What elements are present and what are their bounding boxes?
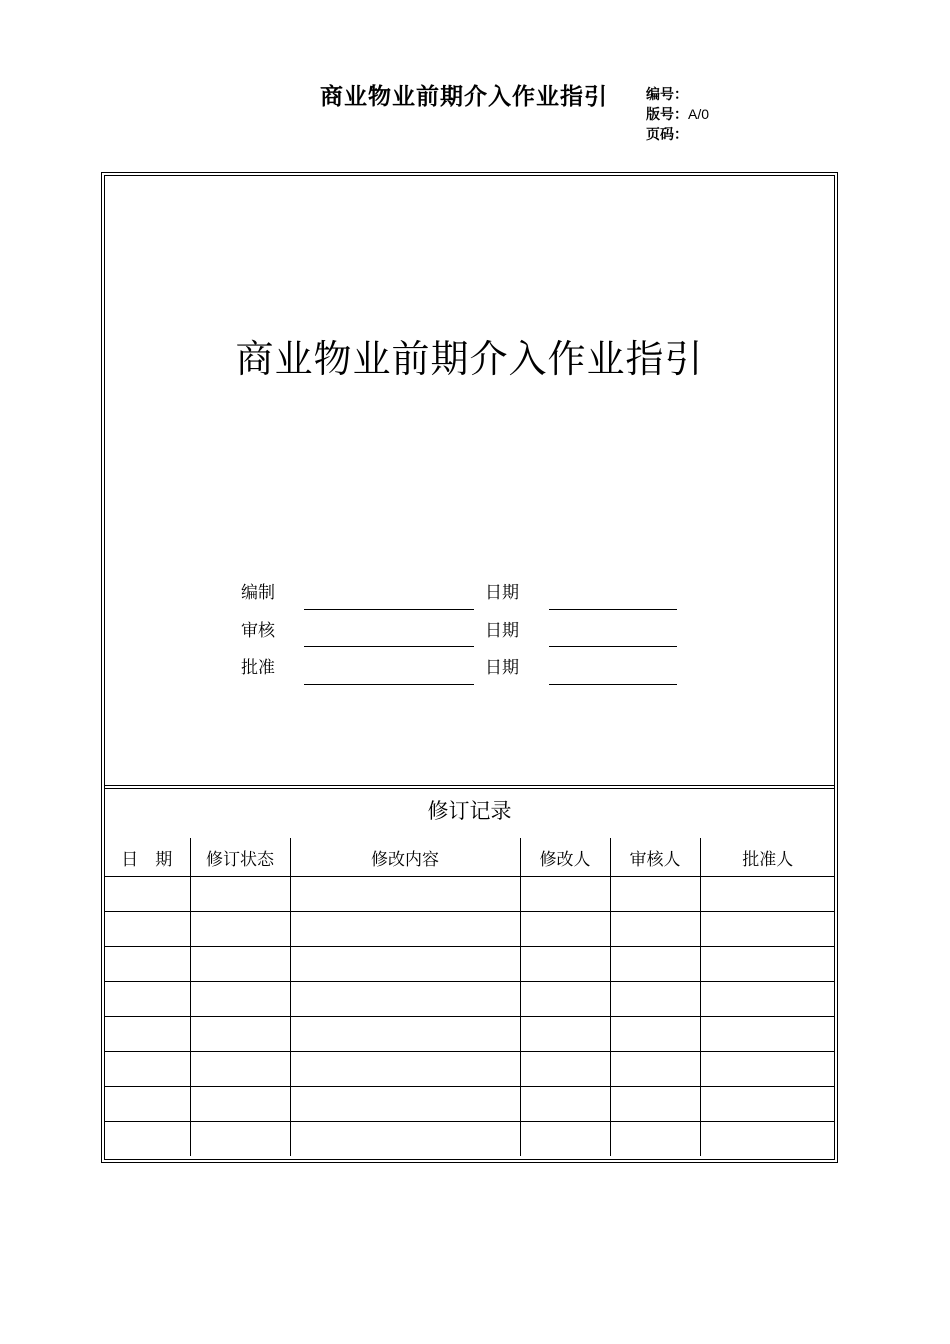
table-cell	[190, 912, 290, 947]
table-cell	[700, 1052, 835, 1087]
table-cell	[700, 1017, 835, 1052]
table-cell	[290, 1087, 520, 1122]
signoff-date-label-compile: 日期	[485, 583, 519, 603]
table-cell	[610, 1052, 700, 1087]
version-label: 版号：	[646, 107, 688, 123]
table-cell	[610, 947, 700, 982]
table-cell	[290, 1017, 520, 1052]
table-cell	[700, 1122, 835, 1157]
table-cell	[700, 1087, 835, 1122]
table-cell	[610, 877, 700, 912]
table-cell	[520, 1122, 610, 1157]
table-row	[104, 947, 835, 982]
header-meta	[646, 84, 709, 144]
table-cell	[520, 877, 610, 912]
col-status: 修订状态	[190, 838, 290, 877]
table-cell	[520, 1087, 610, 1122]
col-modifier: 修改人	[520, 838, 610, 877]
version-value: A/0	[688, 106, 710, 122]
table-row	[104, 1017, 835, 1052]
signoff-date-label-review: 日期	[485, 621, 519, 641]
table-cell	[190, 1017, 290, 1052]
table-cell	[520, 982, 610, 1017]
table-cell	[104, 982, 190, 1017]
cover-divider-1	[104, 785, 835, 786]
signoff-line-review	[304, 646, 474, 647]
table-row	[104, 877, 835, 912]
table-cell	[610, 1087, 700, 1122]
cover-divider-2	[104, 788, 835, 789]
table-cell	[520, 1052, 610, 1087]
table-cell	[700, 947, 835, 982]
table-cell	[190, 877, 290, 912]
table-cell	[610, 1122, 700, 1157]
page-row	[646, 124, 709, 144]
table-cell	[520, 912, 610, 947]
table-cell	[290, 877, 520, 912]
table-cell	[104, 1052, 190, 1087]
signoff-date-line-review	[549, 646, 677, 647]
signoff-role-compile: 编制	[241, 583, 275, 603]
table-cell	[290, 947, 520, 982]
revision-title: 修订记录	[427, 799, 512, 823]
table-cell	[290, 1052, 520, 1087]
col-content: 修改内容	[290, 838, 520, 877]
table-cell	[190, 982, 290, 1017]
signoff-role-approve: 批准	[241, 658, 275, 678]
signoff-date-label-approve: 日期	[485, 658, 519, 678]
table-cell	[290, 912, 520, 947]
code-label: 编号：	[646, 87, 688, 103]
table-row	[104, 982, 835, 1017]
table-cell	[520, 1017, 610, 1052]
signoff-date-line-compile	[549, 609, 677, 610]
table-cell	[190, 1122, 290, 1157]
table-cell	[290, 1122, 520, 1157]
code-row	[646, 84, 709, 104]
signoff-line-compile	[304, 609, 474, 610]
table-row	[104, 1122, 835, 1157]
table-cell	[190, 1087, 290, 1122]
table-cell	[290, 982, 520, 1017]
page-label: 页码：	[646, 127, 688, 143]
table-cell	[610, 982, 700, 1017]
col-approver: 批准人	[700, 838, 835, 877]
version-row	[646, 104, 709, 124]
table-cell	[610, 912, 700, 947]
table-cell	[700, 912, 835, 947]
table-cell	[700, 877, 835, 912]
table-cell	[190, 1052, 290, 1087]
table-cell	[190, 947, 290, 982]
cover-title: 商业物业前期介入作业指引	[235, 337, 704, 381]
revision-table	[104, 838, 835, 1156]
table-cell	[104, 1017, 190, 1052]
signoff-date-line-approve	[549, 684, 677, 685]
signoff-role-review: 审核	[241, 621, 275, 641]
col-date: 日 期	[104, 838, 190, 877]
table-cell	[104, 1122, 190, 1157]
revision-header-row	[104, 838, 835, 877]
table-row	[104, 1087, 835, 1122]
table-cell	[104, 912, 190, 947]
table-cell	[520, 947, 610, 982]
table-row	[104, 1052, 835, 1087]
table-cell	[104, 947, 190, 982]
table-cell	[104, 1087, 190, 1122]
signoff-line-approve	[304, 684, 474, 685]
table-cell	[700, 982, 835, 1017]
table-row	[104, 912, 835, 947]
table-cell	[610, 1017, 700, 1052]
col-reviewer: 审核人	[610, 838, 700, 877]
header-title: 商业物业前期介入作业指引	[320, 84, 608, 110]
table-cell	[104, 877, 190, 912]
